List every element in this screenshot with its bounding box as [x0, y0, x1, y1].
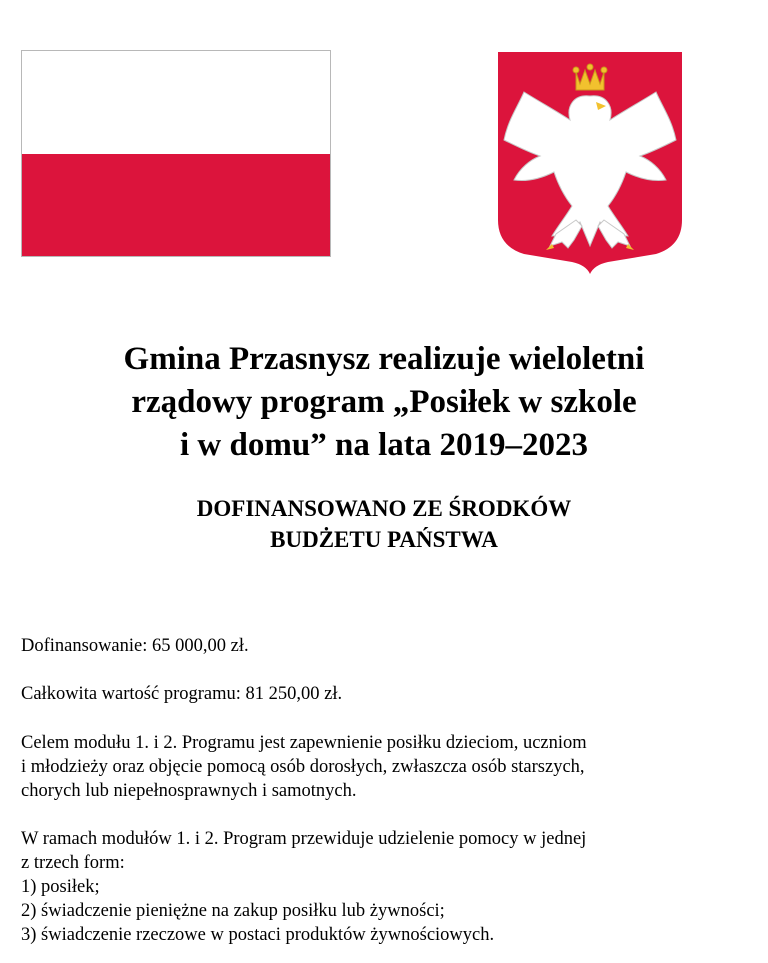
goal-line: i młodzieży oraz objęcie pomocą osób dorosłych, zwłaszcza osób starszych,: [21, 757, 585, 777]
funding-amount: [21, 634, 751, 658]
title-line: i w domu” na lata 2019–2023: [180, 427, 588, 463]
assistance-forms-paragraph: [21, 827, 751, 947]
total-program-value: [21, 682, 751, 706]
forms-list-item: 1) posiłek;: [21, 877, 100, 897]
flag-white-stripe: [22, 51, 330, 154]
funding-subtitle: [0, 493, 768, 555]
flag-red-stripe: [22, 154, 330, 257]
goal-line: chorych lub niepełnosprawnych i samotnych.: [21, 781, 357, 801]
program-goal-paragraph: [21, 731, 751, 803]
polish-eagle-emblem-icon: [496, 50, 684, 274]
polish-flag: [21, 50, 331, 257]
forms-list-item: 3) świadczenie rzeczowe w postaci produktów żywnościowych.: [21, 925, 495, 945]
title-line: rządowy program „Posiłek w szkole: [131, 384, 637, 420]
funding-amount-text: Dofinansowanie: 65 000,00 zł.: [21, 636, 249, 656]
page-title: [0, 338, 768, 467]
total-program-value-text: Całkowita wartość programu: 81 250,00 zł.: [21, 684, 343, 704]
title-line: Gmina Przasnysz realizuje wieloletni: [123, 341, 645, 377]
forms-line: W ramach modułów 1. i 2. Program przewiduje udzielenie pomocy w jednej: [21, 829, 587, 849]
goal-line: Celem modułu 1. i 2. Programu jest zapewnienie posiłku dzieciom, uczniom: [21, 733, 587, 753]
subtitle-line: DOFINANSOWANO ZE ŚRODKÓW: [196, 496, 572, 521]
forms-list-item: 2) świadczenie pieniężne na zakup posiłku lub żywności;: [21, 901, 445, 921]
subtitle-line: BUDŻETU PAŃSTWA: [270, 527, 498, 552]
forms-line: z trzech form:: [21, 853, 125, 873]
